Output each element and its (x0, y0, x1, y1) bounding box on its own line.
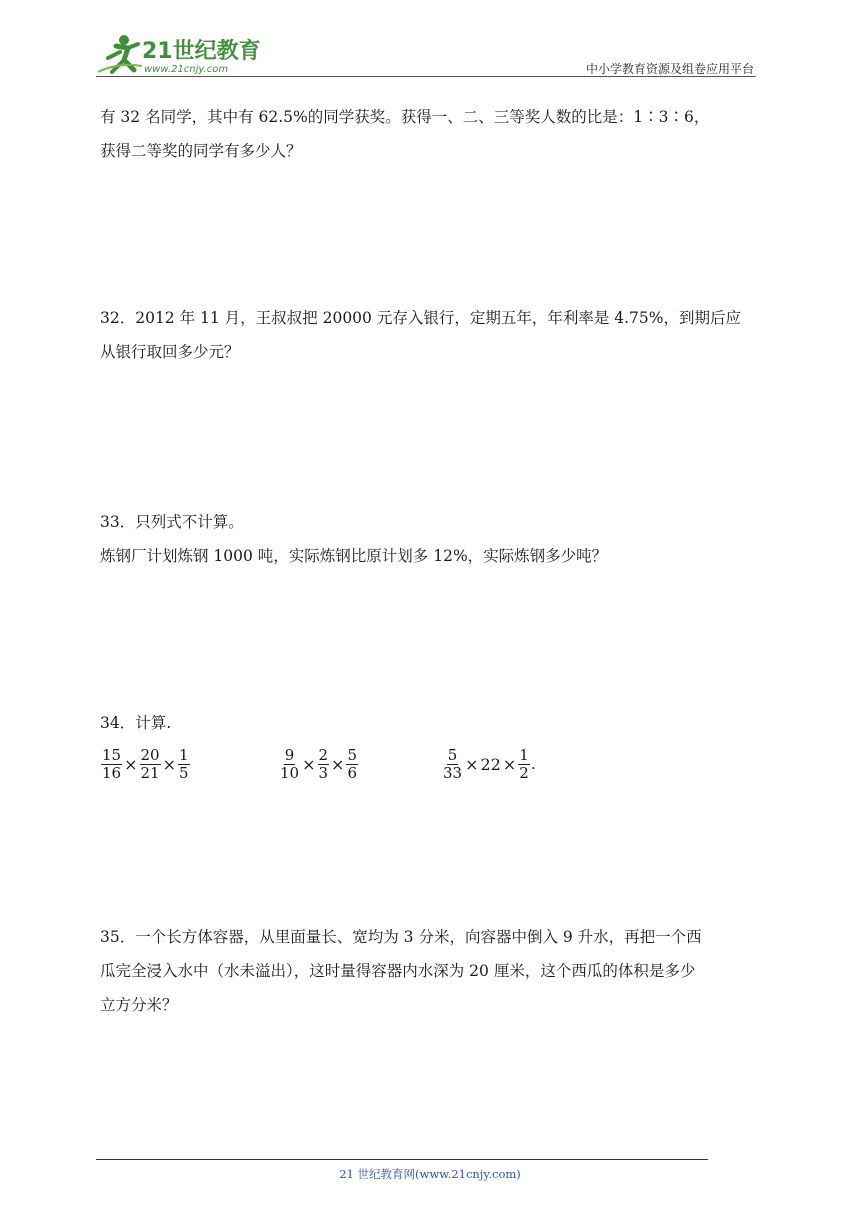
fraction: $\frac{5}{6}$ (347, 745, 357, 782)
times-sign: × (302, 754, 316, 774)
question-line: 34．计算. (100, 714, 172, 732)
fraction: $\frac{15}{16}$ (102, 745, 122, 782)
fraction: $\frac{5}{33}$ (443, 745, 463, 782)
question-line: 35．一个长方体容器，从里面量长、宽均为 3 分米，向容器中倒入 9 升水，再把一个西 (100, 928, 702, 946)
runner-logo-icon (94, 32, 144, 78)
fraction: $\frac{1}{5}$ (179, 745, 189, 782)
times-sign: × (331, 754, 345, 774)
footer-link[interactable]: 21 世纪教育网(www.21cnjy.com) (339, 1167, 521, 1181)
integer: 22 (480, 754, 501, 774)
logo-url: www.21cnjy.com (144, 64, 229, 75)
question-line: 立方分米？ (100, 996, 178, 1014)
question-line: 获得二等奖的同学有多少人？ (100, 142, 302, 160)
fraction: $\frac{1}{2}$ (519, 745, 529, 782)
fraction: $\frac{20}{21}$ (140, 745, 160, 782)
period: . (530, 755, 536, 773)
question-32 (100, 301, 780, 369)
question-line: 33．只列式不计算。 (100, 513, 244, 531)
question-33 (100, 505, 780, 573)
times-sign: × (124, 754, 138, 774)
question-34 (100, 706, 780, 740)
times-sign: × (502, 754, 517, 774)
question-line: 瓜完全浸入水中（水未溢出），这时量得容器内水深为 20 厘米，这个西瓜的体积是多少 (100, 962, 696, 980)
expression-1 (100, 744, 191, 784)
platform-title: 中小学教育资源及组卷应用平台 (585, 62, 754, 76)
question-line: 32．2012 年 11 月，王叔叔把 20000 元存入银行，定期五年，年利率是 4.75%，到期后应 (100, 309, 742, 327)
times-sign: × (162, 754, 176, 774)
question-line: 有 32 名同学，其中有 62.5%的同学获奖。获得一、二、三等奖人数的比是：1∶3∶6， (100, 108, 710, 126)
header-divider (96, 76, 756, 77)
expression-3 (441, 744, 536, 784)
times-sign: × (465, 754, 479, 774)
question-35 (100, 920, 780, 1022)
question-31 (100, 100, 780, 168)
question-line: 从银行取回多少元？ (100, 343, 240, 361)
expression-2 (278, 744, 359, 784)
logo-text: 21世纪教育 (142, 39, 261, 64)
footer-divider (96, 1159, 708, 1160)
question-line: 炼钢厂计划炼钢 1000 吨，实际炼钢比原计划多 12%，实际炼钢多少吨？ (100, 547, 608, 565)
fraction: $\frac{2}{3}$ (318, 745, 329, 782)
fraction: $\frac{9}{10}$ (280, 745, 300, 782)
